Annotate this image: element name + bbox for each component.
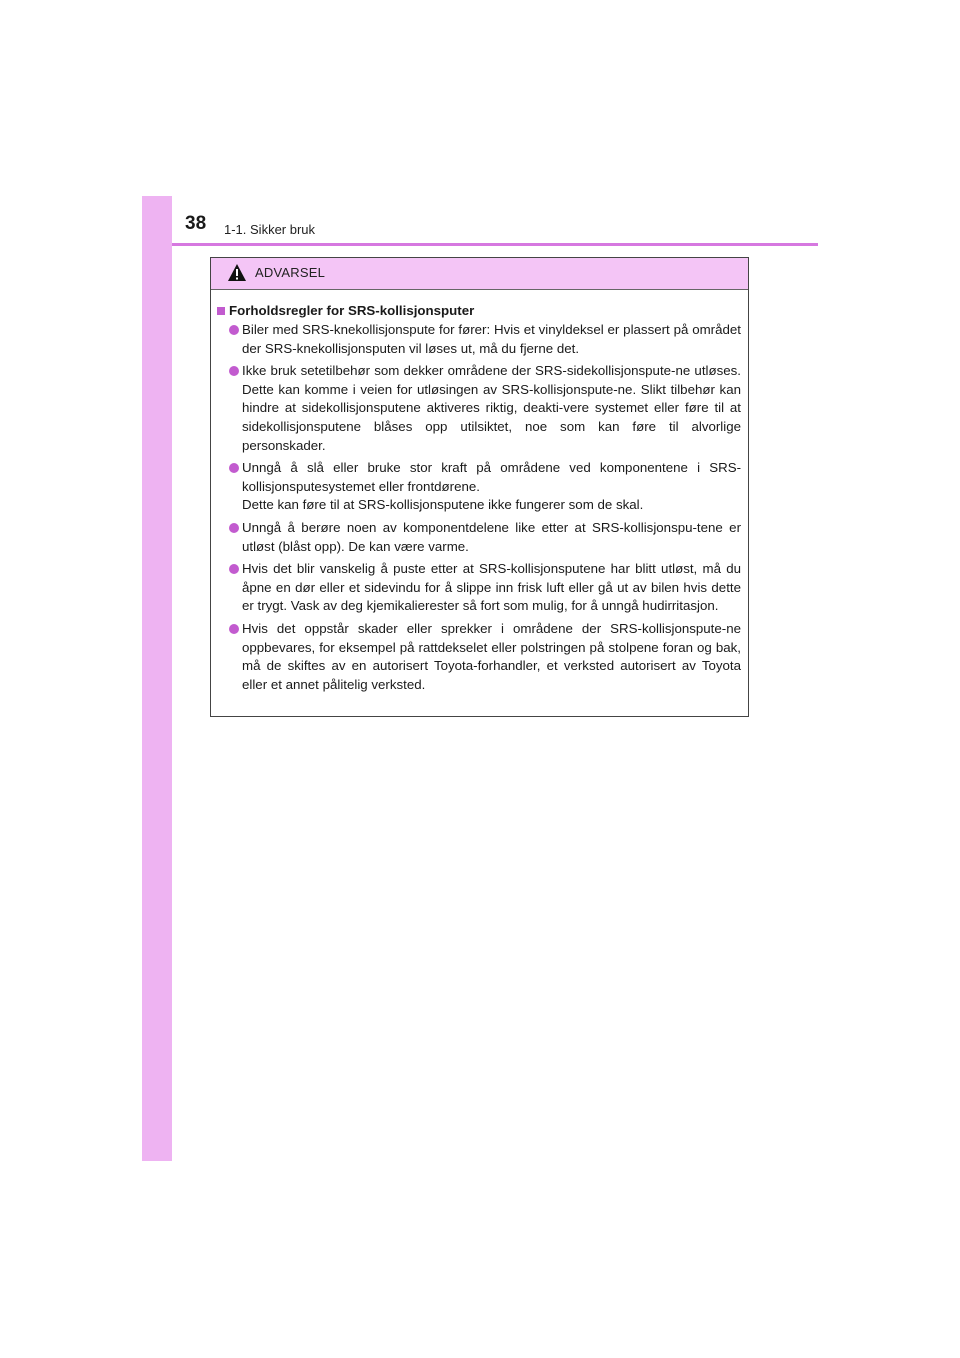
round-bullet-icon — [229, 366, 239, 376]
list-item — [217, 321, 741, 358]
page-header — [142, 196, 818, 244]
list-item — [217, 560, 741, 616]
list-item-text: Hvis det oppstår skader eller sprekker i områdene der SRS-kollisjonspute-ne oppbevares, for eksempel på rattdekselet eller polstringen på stolpene foran og bak, må de skiftes av en autorisert Toyota-forhandler, et verksted autorisert av Toyota eller et annet pålitelig verksted. — [242, 620, 741, 692]
list-item — [217, 362, 741, 455]
round-bullet-icon — [229, 325, 239, 335]
list-item-text: Hvis det blir vanskelig å puste etter at SRS-kollisjonsputene har blitt utløst, må du åpne en dør eller et sidevindu for å slippe inn frisk luft eller gå ut av bilen hvis dette er trygt. Vask av deg kjemikalierester så fort som mulig, for å unngå hudirritasjon. — [242, 561, 741, 614]
list-item — [217, 620, 741, 694]
round-bullet-icon — [229, 564, 239, 574]
round-bullet-icon — [229, 523, 239, 533]
list-item-text: Unngå å slå eller bruke stor kraft på områdene ved komponentene i SRS-kollisjonsputesystemet eller frontdørene. Dette kan føre til at SRS-kollisjonsputene ikke fungerer som de skal. — [242, 460, 741, 513]
list-item — [217, 459, 741, 515]
round-bullet-icon — [229, 463, 239, 473]
square-bullet-icon — [217, 307, 225, 315]
list-item-text: Biler med SRS-knekollisjonspute for fører: Hvis et vinyldeksel er plassert på området der SRS-knekollisjonsputen vil løses ut, må du fjerne det. — [242, 322, 741, 356]
list-item-text: Unngå å berøre noen av komponentdelene like etter at SRS-kollisjonspu-tene er utløst (blåst opp). De kan være varme. — [242, 519, 741, 554]
section-title: 1-1. Sikker bruk — [224, 222, 316, 237]
warning-triangle-icon — [227, 263, 247, 282]
warning-title: ADVARSEL — [255, 265, 325, 280]
side-color-band — [142, 196, 172, 1161]
warning-header — [211, 258, 748, 290]
warning-box — [210, 257, 749, 717]
section-heading — [217, 301, 741, 320]
heading-text: Forholdsregler for SRS-kollisjonsputer — [229, 303, 475, 318]
list-item — [217, 519, 741, 556]
page-number: 38 — [185, 213, 207, 234]
list-item-text: Ikke bruk setetilbehør som dekker områdene der SRS-sidekollisjonspute-ne utløses. Dette kan komme i veien for utløsingen av SRS-kollisjonspute-ne. Slikt tilbehør kan hindre at sidekollisjonsputene aktiveres riktig, deakti-vere systemet eller føre til at sidekollisjonsputene blåses opp utilsiktet, noe som kan føre til alvorlige personskader. — [242, 363, 741, 453]
round-bullet-icon — [229, 624, 239, 634]
warning-body — [211, 290, 748, 694]
header-rule — [172, 243, 818, 246]
